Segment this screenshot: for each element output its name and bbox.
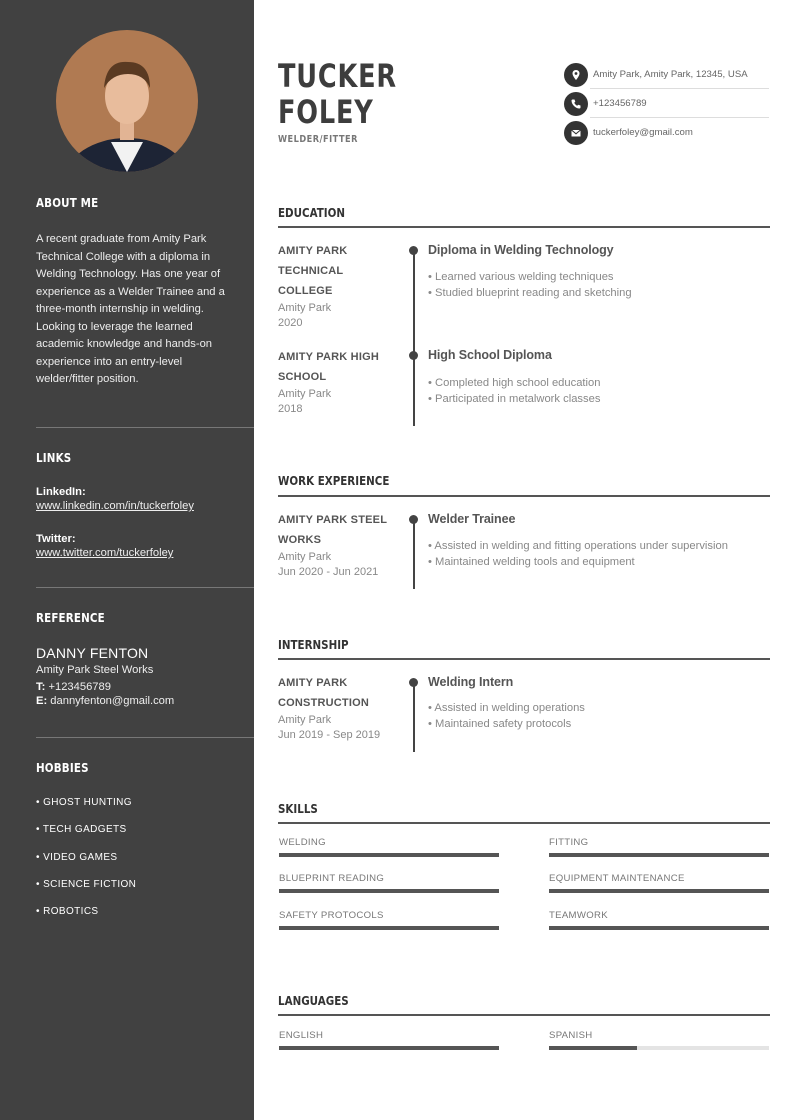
org-location: Amity Park xyxy=(278,302,332,314)
hobby-item: • GHOST HUNTING xyxy=(36,797,132,808)
work-role: Welder Trainee xyxy=(428,512,516,526)
skill-name: BLUEPRINT READING xyxy=(279,873,385,884)
linkedin-link[interactable]: www.linkedin.com/in/tuckerfoley xyxy=(36,500,194,512)
reference-company: Amity Park Steel Works xyxy=(36,664,154,676)
skill-bar-track xyxy=(279,853,499,857)
skill-name: TEAMWORK xyxy=(549,910,608,921)
internship-role: Welding Intern xyxy=(428,675,514,689)
email-text: tuckerfoley@gmail.com xyxy=(593,127,693,138)
work-org xyxy=(278,510,398,580)
candidate-name xyxy=(278,58,397,130)
education-bullets xyxy=(428,269,632,301)
sidebar xyxy=(0,0,254,1120)
language-item xyxy=(549,1030,769,1044)
job-title: WELDER/FITTER xyxy=(278,134,358,145)
reference-email xyxy=(36,695,254,707)
skill-bar-fill xyxy=(279,926,499,930)
language-bar-track xyxy=(279,1046,499,1050)
org-name: AMITY PARK CONSTRUCTION xyxy=(278,677,370,709)
section-divider xyxy=(278,1014,770,1016)
work-bullets xyxy=(428,538,728,570)
skill-bar-track xyxy=(549,889,769,893)
skill-bar-fill xyxy=(549,926,769,930)
reference-title: REFERENCE xyxy=(36,611,105,625)
language-bar-track xyxy=(549,1046,769,1050)
phone-icon xyxy=(564,92,588,116)
phone-text: +123456789 xyxy=(593,98,647,109)
work-title: WORK EXPERIENCE xyxy=(278,474,390,488)
contact-email xyxy=(564,118,769,147)
reference-email-label: E: xyxy=(36,695,48,707)
work-timeline xyxy=(413,519,415,589)
reference-phone-label: T: xyxy=(36,681,46,693)
section-divider xyxy=(278,226,770,228)
skill-bar-fill xyxy=(279,853,499,857)
org-name: AMITY PARK HIGH SCHOOL xyxy=(278,351,379,383)
hobby-item: • VIDEO GAMES xyxy=(36,851,118,863)
education-bullets xyxy=(428,375,600,407)
education-degree: High School Diploma xyxy=(428,348,552,362)
skill-bar-fill xyxy=(549,889,769,893)
skill-item xyxy=(279,873,499,887)
bullet-item: • Maintained safety protocols xyxy=(428,718,572,730)
internship-org xyxy=(278,673,398,743)
internship-timeline xyxy=(413,682,415,752)
hobby-item: • TECH GADGETS xyxy=(36,824,127,836)
org-date: Jun 2019 - Sep 2019 xyxy=(278,729,381,741)
org-date: 2018 xyxy=(278,403,303,415)
section-divider xyxy=(278,495,770,497)
skills-title: SKILLS xyxy=(278,802,318,816)
skill-bar-track xyxy=(549,926,769,930)
reference-phone xyxy=(36,681,254,693)
org-name: AMITY PARK TECHNICAL COLLEGE xyxy=(278,245,348,297)
hobby-item: • ROBOTICS xyxy=(36,906,99,918)
skill-item xyxy=(549,837,769,851)
timeline-dot xyxy=(409,351,418,360)
education-org xyxy=(278,347,398,417)
bullet-item: • Studied blueprint reading and sketching xyxy=(428,287,632,299)
hobby-item: • SCIENCE FICTION xyxy=(36,878,137,890)
linkedin-label: LinkedIn: xyxy=(36,486,86,498)
skill-bar-fill xyxy=(549,853,769,857)
language-name: SPANISH xyxy=(549,1030,593,1041)
bullet-item: • Maintained welding tools and equipment xyxy=(428,556,635,568)
timeline-dot xyxy=(409,678,418,687)
section-divider xyxy=(278,822,770,824)
hobbies-list xyxy=(36,797,254,933)
language-item xyxy=(279,1030,499,1044)
org-date: 2020 xyxy=(278,317,303,329)
sidebar-divider xyxy=(36,587,254,588)
bullet-item: • Completed high school education xyxy=(428,377,601,389)
skill-bar-track xyxy=(279,926,499,930)
org-location: Amity Park xyxy=(278,551,332,563)
address-text: Amity Park, Amity Park, 12345, USA xyxy=(593,69,748,80)
twitter-label: Twitter: xyxy=(36,533,76,545)
sidebar-divider xyxy=(36,427,254,428)
last-name: FOLEY xyxy=(278,93,374,131)
twitter-link[interactable]: www.twitter.com/tuckerfoley xyxy=(36,547,174,559)
org-name: AMITY PARK STEEL WORKS xyxy=(278,514,387,546)
internship-title: INTERNSHIP xyxy=(278,638,349,652)
bullet-item: • Assisted in welding operations xyxy=(428,702,585,714)
contact-address xyxy=(564,60,769,89)
skill-name: WELDING xyxy=(279,837,326,848)
education-org xyxy=(278,241,398,331)
education-title: EDUCATION xyxy=(278,206,346,220)
about-text: A recent graduate from Amity Park Technical College with a diploma in Welding Technology. Has one year of experience as a Welder Trainee and a three-month internship in welding. Looking to leverage the learned academic knowledge and hands-on experience into an entry-level welder/fitter position. xyxy=(36,233,225,385)
skill-bar-track xyxy=(279,889,499,893)
about-title: ABOUT ME xyxy=(36,196,99,210)
timeline-dot xyxy=(409,515,418,524)
language-name: ENGLISH xyxy=(279,1030,324,1041)
skill-name: SAFETY PROTOCOLS xyxy=(279,910,384,921)
education-timeline xyxy=(413,250,415,426)
reference-email-value: dannyfenton@gmail.com xyxy=(50,695,175,707)
internship-bullets xyxy=(428,700,585,732)
sidebar-divider xyxy=(36,737,254,738)
education-degree: Diploma in Welding Technology xyxy=(428,243,614,257)
hobbies-title: HOBBIES xyxy=(36,761,89,775)
links-title: LINKS xyxy=(36,451,72,465)
skill-item xyxy=(279,910,499,924)
language-bar-fill xyxy=(549,1046,637,1050)
first-name: TUCKER xyxy=(278,57,397,95)
reference-phone-value: +123456789 xyxy=(48,681,111,693)
skill-name: EQUIPMENT MAINTENANCE xyxy=(549,873,685,884)
skill-name: FITTING xyxy=(549,837,589,848)
org-location: Amity Park xyxy=(278,714,332,726)
bullet-item: • Learned various welding techniques xyxy=(428,271,614,283)
languages-title: LANGUAGES xyxy=(278,994,349,1008)
bullet-item: • Participated in metalwork classes xyxy=(428,393,601,405)
bullet-item: • Assisted in welding and fitting operations under supervision xyxy=(428,540,728,552)
language-bar-fill xyxy=(279,1046,499,1050)
section-divider xyxy=(278,658,770,660)
org-date: Jun 2020 - Jun 2021 xyxy=(278,566,379,578)
skill-bar-track xyxy=(549,853,769,857)
skill-item xyxy=(549,910,769,924)
reference-name: DANNY FENTON xyxy=(36,645,149,661)
profile-photo xyxy=(56,30,198,172)
contact-phone xyxy=(564,89,769,118)
skill-item xyxy=(549,873,769,887)
skill-item xyxy=(279,837,499,851)
envelope-icon xyxy=(564,121,588,145)
timeline-dot xyxy=(409,246,418,255)
skill-bar-fill xyxy=(279,889,499,893)
location-pin-icon xyxy=(564,63,588,87)
org-location: Amity Park xyxy=(278,388,332,400)
